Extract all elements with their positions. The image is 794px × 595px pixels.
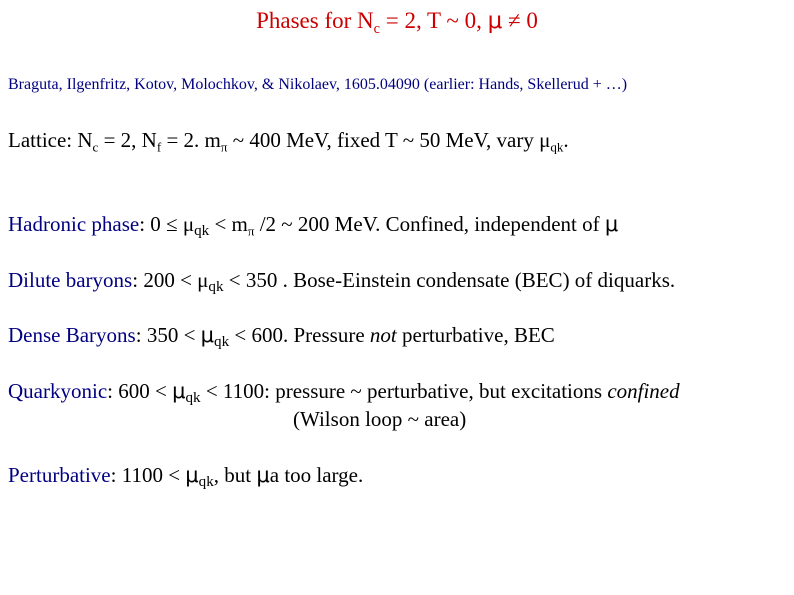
perturbative-mu2: μ xyxy=(256,463,270,487)
dilute-text-b: < 350 . Bose-Einstein condensate (BEC) of diquarks. xyxy=(223,268,676,292)
lattice-text-d: ~ 400 MeV, fixed T ~ 50 MeV, vary μ xyxy=(227,128,551,152)
references-line: Braguta, Ilgenfritz, Kotov, Molochkov, & Nikolaev, 1605.04090 (earlier: Hands, Skellerud + …) xyxy=(8,76,628,93)
dense-mu: μ xyxy=(200,323,215,347)
quarkyonic-wilson-line: (Wilson loop ~ area) xyxy=(293,407,467,431)
slide-title xyxy=(0,8,794,38)
lattice-line xyxy=(8,128,569,156)
perturbative-label: Perturbative xyxy=(8,463,111,487)
hadronic-qk-sub: qk xyxy=(194,222,210,239)
hadronic-pi-sub: π xyxy=(247,223,255,239)
dilute-line xyxy=(8,268,675,296)
dilute-qk-sub: qk xyxy=(208,278,224,295)
dense-not: not xyxy=(369,323,397,347)
title-prefix: Phases for N xyxy=(256,8,374,33)
dense-text-a: : 350 < xyxy=(135,323,201,347)
lattice-text-b: = 2, N xyxy=(98,128,157,152)
hadronic-mu: μ xyxy=(604,212,619,236)
quarkyonic-qk-sub: qk xyxy=(185,389,201,406)
quarkyonic-mu: μ xyxy=(172,379,186,403)
title-subscript-c: c xyxy=(373,20,380,37)
quarkyonic-text-a: : 600 < xyxy=(107,379,173,403)
hadronic-text-a: : 0 ≤ μ xyxy=(139,212,195,236)
hadronic-label: Hadronic phase xyxy=(8,212,140,236)
dilute-label: Dilute baryons xyxy=(8,268,133,292)
quarkyonic-confined: confined xyxy=(607,379,680,403)
dense-label: Dense Baryons xyxy=(8,323,136,347)
dense-text-b: < 600. Pressure xyxy=(229,323,370,347)
lattice-text-a: Lattice: N xyxy=(8,128,93,152)
hadronic-text-c: /2 ~ 200 MeV. Confined, independent of xyxy=(254,212,605,236)
lattice-pi-sub: π xyxy=(220,139,228,155)
perturbative-text-b: , but xyxy=(213,463,257,487)
hadronic-text-b: < m xyxy=(209,212,248,236)
lattice-nc-sub: c xyxy=(92,139,99,155)
quarkyonic-line xyxy=(8,379,680,407)
perturbative-text-c: a too large. xyxy=(269,463,364,487)
quarkyonic-label: Quarkyonic xyxy=(8,379,108,403)
dense-text-c: perturbative, BEC xyxy=(396,323,555,347)
perturbative-line xyxy=(8,463,363,491)
perturbative-mu: μ xyxy=(185,463,199,487)
lattice-qk-sub: qk xyxy=(550,139,564,155)
quarkyonic-text-b: < 1100: pressure ~ perturbative, but excitations xyxy=(200,379,608,403)
lattice-nf-sub: f xyxy=(156,139,162,155)
perturbative-qk-sub: qk xyxy=(198,473,214,490)
title-suffix: = 2, T ~ 0, xyxy=(379,8,488,33)
dense-line xyxy=(8,323,555,351)
lattice-text-c: = 2. m xyxy=(161,128,221,152)
dense-qk-sub: qk xyxy=(214,333,230,350)
lattice-text-e: . xyxy=(563,128,569,152)
title-neq: ≠ 0 xyxy=(502,8,538,33)
title-mu: μ xyxy=(487,8,503,34)
dilute-text-a: : 200 < μ xyxy=(132,268,209,292)
hadronic-line xyxy=(8,212,618,240)
perturbative-text-a: : 1100 < xyxy=(110,463,186,487)
